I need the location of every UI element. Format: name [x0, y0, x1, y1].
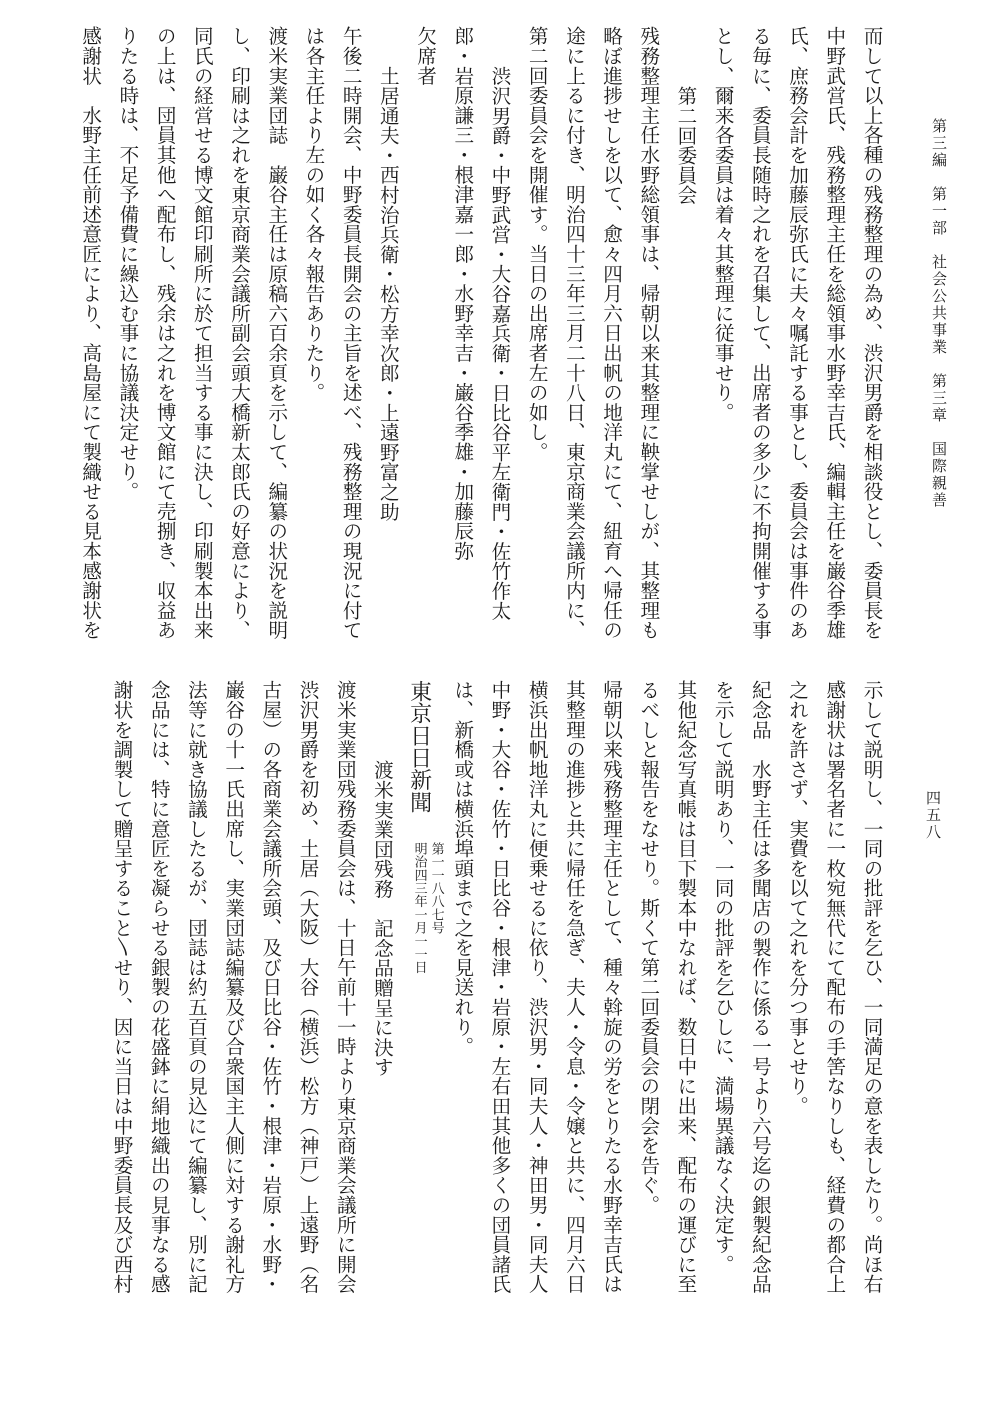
text-column: 渡米実業団残務委員会は、十日午前十一時より東京商業会議所に開会 — [333, 680, 357, 1294]
text-column: 其整理の進捗と共に帰任を急ぎ、夫人・令息・令嬢と共に、四月六日 — [562, 680, 586, 1294]
attendee-list: 渋沢男爵・中野武営・大谷嘉兵衛・日比谷平左衛門・佐竹作太 — [487, 66, 511, 621]
text-column: 氏、庶務会計を加藤辰弥氏に夫々嘱託する事とし、委員会は事件のあ — [785, 26, 809, 640]
text-column: 巌谷の十一氏出席し、実業団誌編纂及び合衆国主人側に対する謝礼方 — [221, 680, 245, 1294]
text-column: りたる時は、不足予備費に繰込む事に協議決定せり。 — [115, 26, 139, 502]
newspaper-issue-date — [410, 820, 444, 974]
text-column: 同氏の経営せる博文館印刷所に於て担当する事に決し、印刷製本出来 — [190, 26, 214, 640]
text-column: 之れを許さず、実費を以て之れを分つ事とせり。 — [785, 680, 809, 1116]
newspaper-headline: 渡米実業団残務 記念品贈呈に決す — [370, 760, 394, 1077]
text-column: 法等に就き協議したるが、団誌は約五百頁の見込にて編纂し、別に記 — [184, 680, 208, 1294]
text-column: 紀念品 水野主任は多聞店の製作に係る一号より六号迄の銀製紀念品 — [748, 680, 772, 1294]
text-column: 帰朝以来残務整理主任として、種々斡旋の労をとりたる水野幸吉氏は — [599, 680, 623, 1294]
text-column: は、新橋或は横浜埠頭まで之を見送れり。 — [450, 680, 474, 1057]
text-column: 謝状を調製して贈呈すること〵せり、因に当日は中野委員長及び西村 — [110, 680, 134, 1294]
text-column: は各主任より左の如く各々報告ありたり。 — [301, 26, 325, 403]
text-column: 第二回委員会を開催す。当日の出席者左の如し。 — [525, 26, 549, 462]
text-column: 而して以上各種の残務整理の為め、渋沢男爵を相談役とし、委員長を — [860, 26, 883, 640]
upper-text-block — [70, 26, 890, 646]
absentee-heading: 欠席者 — [413, 26, 437, 86]
newspaper-issue: 第一一八八七号 — [428, 841, 444, 935]
text-column: し、印刷は之れを東京商業会議所副会頭大橋新太郎氏の好意により、 — [227, 26, 251, 640]
text-column: 渋沢男爵を初め、土居（大阪）大谷（横浜）松方（神戸）上遠野（名 — [296, 680, 320, 1294]
text-column: 中野武営氏、残務整理主任を総領事水野幸吉氏、編輯主任を巌谷季雄 — [822, 26, 846, 640]
text-column: 其他紀念写真帳は目下製本中なれば、数日中に出来、配布の運びに至 — [673, 680, 697, 1294]
text-column: を示して説明あり、一同の批評を乞ひしに、満場異議なく決定す。 — [711, 680, 735, 1274]
section-heading: 第二回委員会 — [673, 86, 697, 205]
newspaper-date: 明治四三年一月一一日 — [411, 841, 427, 974]
text-column: 古屋）の各商業会議所会頭、及び日比谷・佐竹・根津・岩原・水野・ — [258, 680, 282, 1294]
absentee-list: 土居通夫・西村治兵衛・松方幸次郎・上遠野富之助 — [376, 66, 400, 522]
text-column: 感謝状は署名者に一枚宛無代にて配布の手筈なりしも、経費の都合上 — [822, 680, 846, 1294]
text-column: 念品には、特に意匠を凝らせる銀製の花盛鉢に絹地織出の見事なる感 — [147, 680, 171, 1294]
text-column: 途に上るに付き、明治四十三年三月二十八日、東京商業会議所内に、 — [562, 26, 586, 640]
newspaper-masthead — [400, 680, 443, 1320]
text-column: るべしと報告をなせり。斯くて第二回委員会の閉会を告ぐ。 — [636, 680, 660, 1215]
text-column: 略ぼ進捗せしを以て、愈々四月六日出帆の地洋丸にて、紐育へ帰任の — [599, 26, 623, 640]
text-column: 感謝状 水野主任前述意匠により、高島屋にて製織せる見本感謝状を — [78, 26, 102, 640]
attendee-list: 郎・岩原謙三・根津嘉一郎・水野幸吉・巌谷季雄・加藤辰弥 — [450, 26, 474, 561]
text-column: 示して説明し、一同の批評を乞ひ、一同満足の意を表したり。尚ほ右 — [860, 680, 883, 1294]
lower-text-block — [70, 680, 890, 1320]
text-column: 午後二時開会、中野委員長開会の主旨を述べ、残務整理の現況に付て — [339, 26, 363, 640]
text-column: の上は、団員其他へ配布し、残余は之れを博文館にて売捌き、収益あ — [153, 26, 177, 640]
running-header: 第三編 第一部 社会公共事業 第三章 国際親善 — [930, 118, 948, 509]
text-column: とし、爾来各委員は着々其整理に従事せり。 — [711, 26, 735, 422]
text-column: 残務整理主任水野総領事は、帰朝以来其整理に鞅掌せしが、其整理も — [636, 26, 660, 640]
text-column: 渡米実業団誌 巌谷主任は原稿六百余頁を示して、編纂の状況を説明 — [264, 26, 288, 640]
page-number: 四五八 — [924, 790, 942, 841]
text-column: る毎に、委員長随時之れを召集して、出席者の多少に不拘開催する事 — [748, 26, 772, 640]
newspaper-title: 東京日日新聞 — [406, 680, 432, 814]
text-column: 中野・大谷・佐竹・日比谷・根津・岩原・左右田其他多くの団員諸氏 — [487, 680, 511, 1294]
text-column: 横浜出帆地洋丸に便乗せるに依り、渋沢男・同夫人・神田男・同夫人 — [525, 680, 549, 1294]
